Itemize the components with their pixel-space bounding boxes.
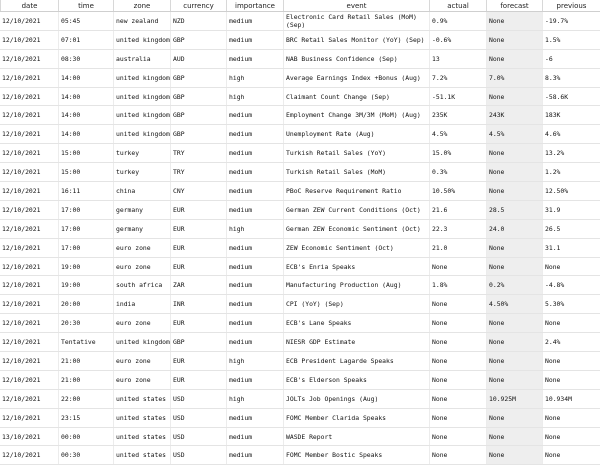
cell-forecast: None [486,144,542,162]
cell-importance: high [226,220,283,238]
cell-currency: EUR [170,371,226,389]
cell-event-text: PBoC Reserve Requirement Ratio [286,186,402,195]
cell-forecast: None [486,88,542,106]
cell-actual: None [429,333,486,351]
cell-actual: 1.8% [429,276,486,294]
cell-forecast: 24.0 [486,220,542,238]
cell-actual: None [429,295,486,313]
cell-currency: EUR [170,258,226,276]
cell-event-text: JOLTs Job Openings (Aug) [286,394,379,403]
cell-event-text: Turkish Retail Sales (MoM) [286,168,387,177]
cell-event-text: ECB President Lagarde Speaks [286,356,394,365]
cell-event [283,446,429,464]
cell-forecast: None [486,314,542,332]
cell-event [283,239,429,257]
cell-event-text: Employment Change 3M/3M (MoM) (Aug) [286,111,421,120]
cell-actual: None [429,352,486,370]
cell-zone: euro zone [113,352,170,370]
cell-event [283,31,429,49]
table-row [0,258,600,277]
cell-zone: euro zone [113,371,170,389]
cell-date: 12/10/2021 [2,205,41,214]
cell-zone: turkey [113,163,170,181]
cell-previous: None [542,352,600,370]
cell-actual: -51.1K [429,88,486,106]
cell-forecast: None [486,258,542,276]
cell-event-text: ZEW Economic Sentiment (Oct) [286,243,394,252]
cell-date: 12/10/2021 [2,262,41,271]
cell-forecast: None [486,12,542,30]
cell-date: 12/10/2021 [2,186,41,195]
cell-event [283,371,429,389]
table-row [0,220,600,239]
cell-event [283,182,429,200]
cell-time: 15:00 [58,144,113,162]
cell-actual: 13 [429,50,486,68]
cell-previous: 31.9 [542,201,600,219]
cell-importance: high [226,69,283,87]
cell-time: 19:00 [58,276,113,294]
cell-forecast: None [486,371,542,389]
cell-forecast: None [486,352,542,370]
cell-event [283,258,429,276]
cell-actual: 21.0 [429,239,486,257]
cell-previous: 31.1 [542,239,600,257]
cell-currency: EUR [170,239,226,257]
cell-date: 12/10/2021 [2,54,41,63]
cell-forecast: None [486,446,542,464]
cell-forecast: None [486,409,542,427]
cell-time: 00:00 [58,428,113,446]
cell-forecast: 243K [486,106,542,124]
header-actual: actual [429,0,486,11]
cell-actual: 235K [429,106,486,124]
header-time: time [58,0,113,11]
cell-zone: united kingdom [113,31,170,49]
cell-zone: euro zone [113,258,170,276]
cell-importance: medium [226,258,283,276]
cell-currency: GBP [170,88,226,106]
cell-forecast: 10.925M [486,390,542,408]
cell-previous: 2.4% [542,333,600,351]
cell-currency: INR [170,295,226,313]
cell-date: 12/10/2021 [2,451,41,460]
cell-zone: germany [113,201,170,219]
cell-event-text: BRC Retail Sales Monitor (YoY) (Sep) [286,35,425,44]
cell-date: 12/10/2021 [2,73,41,82]
cell-event [283,352,429,370]
cell-forecast: None [486,239,542,257]
cell-zone: euro zone [113,314,170,332]
cell-importance: medium [226,409,283,427]
cell-event [283,163,429,181]
cell-event [283,125,429,143]
cell-importance: medium [226,50,283,68]
cell-event [283,69,429,87]
cell-zone: united kingdom [113,125,170,143]
cell-currency: TRY [170,144,226,162]
cell-event [283,50,429,68]
cell-previous: None [542,258,600,276]
cell-forecast: None [486,428,542,446]
cell-event-text: Turkish Retail Sales (YoY) [286,149,387,158]
cell-actual: None [429,371,486,389]
cell-previous: 183K [542,106,600,124]
cell-date: 13/10/2021 [2,432,41,441]
cell-event [283,390,429,408]
cell-previous: None [542,371,600,389]
table-row [0,163,600,182]
cell-importance: medium [226,125,283,143]
cell-event-text: FOMC Member Bostic Speaks [286,451,383,460]
cell-date: 12/10/2021 [2,130,41,139]
table-row [0,371,600,390]
cell-currency: GBP [170,125,226,143]
cell-date: 12/10/2021 [2,35,41,44]
cell-event [283,201,429,219]
cell-actual: 4.5% [429,125,486,143]
cell-zone: china [113,182,170,200]
cell-time: Tentative [58,333,113,351]
cell-importance: medium [226,239,283,257]
table-row [0,125,600,144]
cell-date: 12/10/2021 [2,319,41,328]
cell-importance: medium [226,295,283,313]
cell-zone: australia [113,50,170,68]
cell-date: 12/10/2021 [2,149,41,158]
cell-importance: medium [226,106,283,124]
table-row [0,12,600,31]
cell-importance: medium [226,428,283,446]
cell-date: 12/10/2021 [2,168,41,177]
cell-time: 14:00 [58,125,113,143]
cell-time: 19:00 [58,258,113,276]
cell-date: 12/10/2021 [2,92,41,101]
cell-time: 23:15 [58,409,113,427]
cell-event-text: Claimant Count Change (Sep) [286,92,390,101]
cell-date: 12/10/2021 [2,224,41,233]
cell-importance: high [226,390,283,408]
cell-date: 12/10/2021 [2,281,41,290]
cell-forecast: None [486,182,542,200]
cell-event [283,295,429,313]
cell-previous: 10.934M [542,390,600,408]
cell-forecast: None [486,163,542,181]
cell-previous: 8.3% [542,69,600,87]
cell-time: 05:45 [58,12,113,30]
cell-importance: medium [226,163,283,181]
cell-time: 17:00 [58,239,113,257]
table-row [0,182,600,201]
cell-actual: 0.3% [429,163,486,181]
cell-event [283,88,429,106]
cell-currency: GBP [170,31,226,49]
cell-zone: united states [113,409,170,427]
cell-importance: medium [226,333,283,351]
header-zone: zone [113,0,170,11]
table-row [0,239,600,258]
cell-currency: GBP [170,333,226,351]
cell-previous: 1.5% [542,31,600,49]
cell-currency: USD [170,409,226,427]
table-row [0,50,600,69]
cell-actual: 7.2% [429,69,486,87]
cell-forecast: 28.5 [486,201,542,219]
cell-previous: 12.50% [542,182,600,200]
cell-date: 12/10/2021 [2,413,41,422]
cell-actual: 22.3 [429,220,486,238]
cell-time: 15:00 [58,163,113,181]
cell-time: 20:00 [58,295,113,313]
cell-actual: None [429,390,486,408]
cell-currency: AUD [170,50,226,68]
cell-importance: medium [226,144,283,162]
cell-importance: medium [226,371,283,389]
cell-event-text: NIESR GDP Estimate [286,338,356,347]
cell-date: 12/10/2021 [2,16,41,25]
cell-event-text: ECB's Elderson Speaks [286,375,367,384]
cell-zone: new zealand [113,12,170,30]
table-row [0,428,600,447]
cell-event [283,314,429,332]
cell-date: 12/10/2021 [2,111,41,120]
cell-date: 12/10/2021 [2,394,41,403]
cell-actual: None [429,428,486,446]
cell-forecast: 0.2% [486,276,542,294]
cell-actual: 21.6 [429,201,486,219]
cell-previous: -58.6K [542,88,600,106]
cell-zone: united kingdom [113,333,170,351]
cell-time: 08:30 [58,50,113,68]
cell-date: 12/10/2021 [2,356,41,365]
cell-previous: 1.2% [542,163,600,181]
cell-event-text: German ZEW Current Conditions (Oct) [286,205,421,214]
cell-importance: medium [226,31,283,49]
cell-currency: USD [170,390,226,408]
cell-currency: EUR [170,201,226,219]
header-importance: importance [226,0,283,11]
cell-time: 20:30 [58,314,113,332]
cell-zone: india [113,295,170,313]
cell-currency: ZAR [170,276,226,294]
cell-forecast: 7.0% [486,69,542,87]
cell-actual: 15.0% [429,144,486,162]
cell-event-text: ECB's Enria Speaks [286,262,356,271]
table-row [0,144,600,163]
cell-zone: united kingdom [113,69,170,87]
cell-zone: united states [113,390,170,408]
cell-actual: 10.50% [429,182,486,200]
cell-date: 12/10/2021 [2,338,41,347]
cell-time: 17:00 [58,220,113,238]
cell-time: 14:00 [58,106,113,124]
cell-currency: EUR [170,314,226,332]
cell-importance: medium [226,182,283,200]
cell-currency: CNY [170,182,226,200]
table-row [0,69,600,88]
cell-zone: united states [113,428,170,446]
table-row [0,314,600,333]
cell-time: 07:01 [58,31,113,49]
cell-importance: high [226,88,283,106]
table-row [0,446,600,465]
cell-forecast: None [486,50,542,68]
table-row [0,31,600,50]
table-header [0,0,600,12]
cell-currency: GBP [170,69,226,87]
cell-event-text: Manufacturing Production (Aug) [286,281,402,290]
cell-previous: None [542,314,600,332]
table-row [0,333,600,352]
cell-event [283,428,429,446]
cell-date: 12/10/2021 [2,375,41,384]
header-currency: currency [170,0,226,11]
cell-zone: euro zone [113,239,170,257]
cell-event-text: WASDE Report [286,432,333,441]
cell-forecast: 4.50% [486,295,542,313]
cell-event-text: German ZEW Economic Sentiment (Oct) [286,224,421,233]
cell-time: 22:00 [58,390,113,408]
table-body [0,12,600,465]
table-row [0,352,600,371]
table-row [0,106,600,125]
cell-event [283,106,429,124]
cell-actual: -0.6% [429,31,486,49]
cell-importance: high [226,352,283,370]
cell-forecast: 4.5% [486,125,542,143]
cell-previous: 26.5 [542,220,600,238]
cell-event-text: CPI (YoY) (Sep) [286,300,344,309]
cell-importance: medium [226,446,283,464]
header-date: date [0,0,58,11]
cell-currency: GBP [170,106,226,124]
cell-importance: medium [226,12,283,30]
cell-time: 16:11 [58,182,113,200]
cell-time: 21:00 [58,352,113,370]
cell-event [283,144,429,162]
cell-event [283,276,429,294]
cell-actual: None [429,258,486,276]
cell-event [283,12,429,30]
cell-time: 00:30 [58,446,113,464]
cell-zone: united states [113,446,170,464]
cell-currency: EUR [170,352,226,370]
cell-previous: None [542,428,600,446]
cell-event [283,220,429,238]
cell-previous: -19.7% [542,12,600,30]
cell-time: 14:00 [58,69,113,87]
cell-event-text: Average Earnings Index +Bonus (Aug) [286,73,421,82]
cell-importance: medium [226,201,283,219]
cell-event-text: NAB Business Confidence (Sep) [286,54,398,63]
header-previous: previous [542,0,600,11]
cell-time: 21:00 [58,371,113,389]
table-row [0,295,600,314]
cell-currency: NZD [170,12,226,30]
cell-currency: TRY [170,163,226,181]
cell-date: 12/10/2021 [2,243,41,252]
cell-previous: None [542,409,600,427]
cell-currency: USD [170,428,226,446]
cell-previous: None [542,446,600,464]
cell-event-text: Unemployment Rate (Aug) [286,130,375,139]
table-row [0,276,600,295]
cell-zone: united kingdom [113,106,170,124]
cell-previous: -6 [542,50,600,68]
header-forecast: forecast [486,0,542,11]
cell-zone: united kingdom [113,88,170,106]
table-row [0,390,600,409]
cell-currency: USD [170,446,226,464]
cell-date: 12/10/2021 [2,300,41,309]
cell-event-text: Electronic Card Retail Sales (MoM) (Sep) [286,12,417,29]
cell-previous: 4.6% [542,125,600,143]
cell-zone: germany [113,220,170,238]
cell-forecast: None [486,31,542,49]
cell-event [283,409,429,427]
cell-importance: medium [226,276,283,294]
cell-event [283,333,429,351]
cell-zone: turkey [113,144,170,162]
cell-zone: south africa [113,276,170,294]
cell-event-text: ECB's Lane Speaks [286,319,352,328]
cell-actual: None [429,446,486,464]
cell-actual: None [429,409,486,427]
cell-time: 17:00 [58,201,113,219]
cell-actual: None [429,314,486,332]
cell-event-text: FOMC Member Clarida Speaks [286,413,387,422]
cell-previous: 13.2% [542,144,600,162]
cell-previous: 5.30% [542,295,600,313]
cell-time: 14:00 [58,88,113,106]
cell-forecast: None [486,333,542,351]
table-row [0,201,600,220]
cell-currency: EUR [170,220,226,238]
cell-actual: 0.9% [429,12,486,30]
table-row [0,409,600,428]
table-row [0,88,600,107]
cell-importance: medium [226,314,283,332]
cell-previous: -4.8% [542,276,600,294]
header-event: event [283,0,429,11]
